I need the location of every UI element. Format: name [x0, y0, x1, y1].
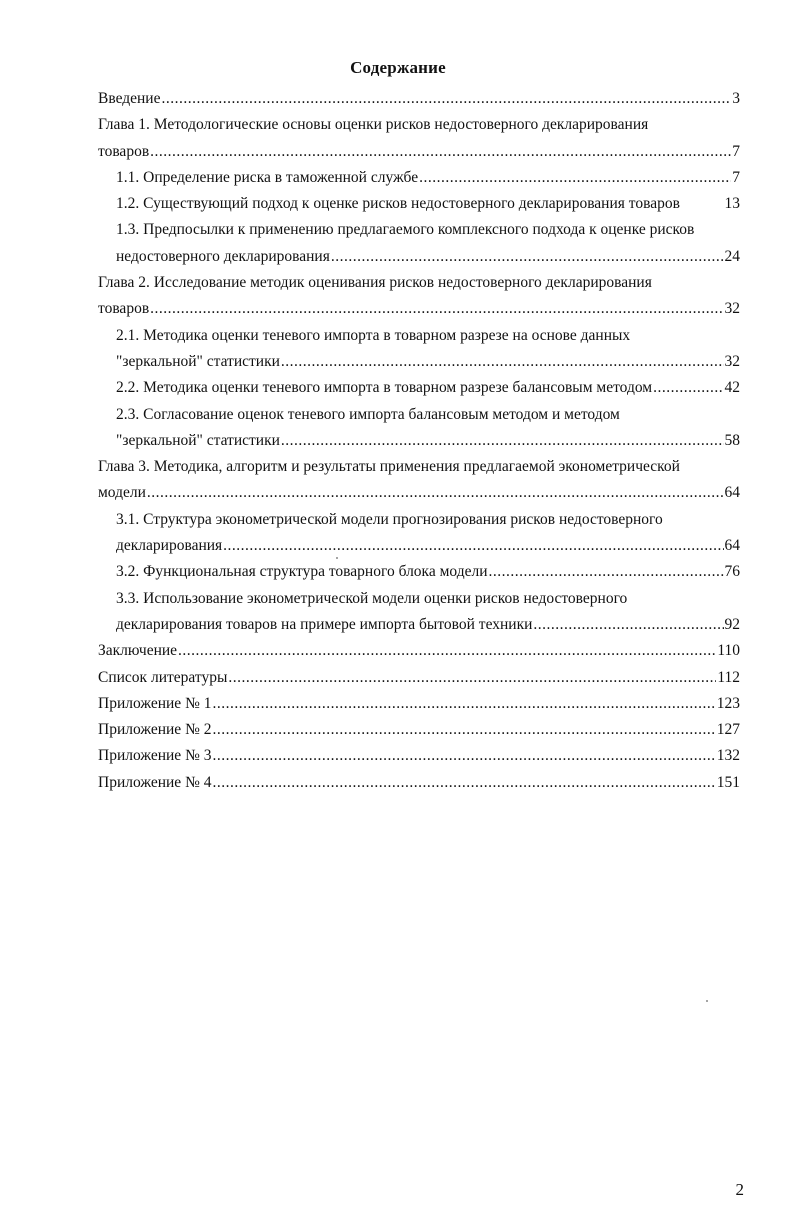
- toc-entry-row: [116, 349, 740, 375]
- toc-entry: [98, 86, 740, 112]
- dot-leader: [228, 665, 716, 691]
- toc-entry-title-line: 2.3. Согласование оценок теневого импорта балансовым методом и методом: [116, 405, 620, 423]
- toc-entry-row: [116, 559, 740, 585]
- dot-leader: [161, 86, 731, 112]
- toc-entry-row: [98, 665, 740, 691]
- toc-entry-page: 42: [724, 379, 740, 397]
- toc-entry-row: [116, 428, 740, 454]
- toc-entry: [98, 559, 740, 585]
- toc-entry-page: 3: [732, 90, 740, 107]
- toc-entry: [98, 638, 740, 664]
- dot-leader: [331, 244, 724, 270]
- dot-leader: [150, 139, 731, 165]
- toc-entry-title: Приложение № 4: [98, 773, 212, 791]
- toc-entry-page: 13: [724, 195, 740, 213]
- toc-entry: [98, 112, 740, 165]
- dot-leader: [223, 533, 723, 559]
- dot-leader: [212, 691, 715, 717]
- toc-entry-row: [116, 165, 740, 191]
- scan-speck: [336, 557, 338, 559]
- page-number: 2: [735, 1180, 744, 1199]
- toc-entry-page: 32: [724, 300, 740, 318]
- dot-leader: [150, 296, 723, 322]
- toc-entry-page: 7: [732, 168, 740, 186]
- dot-leader: [212, 717, 715, 743]
- toc-entry-title-line: 1.3. Предпосылки к применению предлагаемого комплексного подхода к оценке рисков: [116, 221, 695, 239]
- dot-leader: [419, 165, 731, 191]
- toc-entry-title-line: Глава 2. Исследование методик оценивания рисков недостоверного декларирования: [98, 274, 652, 292]
- toc-entry-title: "зеркальной" статистики: [116, 431, 280, 449]
- dot-leader: [281, 428, 724, 454]
- dot-leader: [489, 559, 724, 585]
- dot-leader: [212, 770, 715, 796]
- toc-entry: [98, 586, 740, 639]
- toc-entry-page: 123: [716, 694, 740, 712]
- toc-entry-title: Приложение № 2: [98, 721, 212, 739]
- toc-entry-title: Приложение № 1: [98, 694, 212, 712]
- dot-leader: [533, 612, 723, 638]
- toc-entry: [98, 454, 740, 507]
- toc-entry-row: [98, 480, 740, 506]
- page-title: Содержание: [350, 58, 446, 77]
- toc-entry: [98, 270, 740, 323]
- toc-entry-page: 24: [724, 247, 740, 265]
- toc-entry-title: 1.2. Существующий подход к оценке рисков недостоверного декларирования товаров: [116, 195, 680, 213]
- toc-entry: [98, 323, 740, 376]
- toc-entry-page: 32: [724, 352, 740, 370]
- toc-entry-page: 64: [724, 484, 740, 502]
- toc-entry-page: 76: [724, 563, 740, 581]
- toc-entry-row: [98, 743, 740, 769]
- toc-entry-row: [116, 191, 740, 217]
- dot-leader: [212, 743, 715, 769]
- toc-entry-page: 112: [717, 668, 740, 686]
- toc-entry-title: 1.1. Определение риска в таможенной службе: [116, 168, 419, 186]
- toc-entry-title: недостоверного декларирования: [116, 247, 330, 265]
- toc-entry: [98, 507, 740, 560]
- toc-entry-row: [98, 638, 740, 664]
- toc-entry-title: Приложение № 3: [98, 747, 212, 765]
- toc-entry: [98, 665, 740, 691]
- toc-entry-page: 7: [732, 142, 740, 160]
- toc-entry-title: модели: [98, 484, 146, 502]
- toc-entry-title: декларирования: [116, 537, 223, 555]
- toc-entry-page: 132: [716, 747, 740, 765]
- toc-entry-page: 151: [716, 773, 740, 791]
- toc-entry-title: Заключение: [98, 642, 178, 660]
- toc-entry-page: 110: [717, 642, 740, 660]
- toc-entry-page: 58: [724, 431, 740, 449]
- toc-entry-title: товаров: [98, 142, 150, 160]
- dot-leader: [147, 480, 724, 506]
- toc-entry-page: 127: [716, 721, 740, 739]
- toc-entry-page: 92: [724, 615, 740, 633]
- toc-entry-title-line: 3.3. Использование эконометрической модели оценки рисков недостоверного: [116, 589, 628, 607]
- toc-entry: [98, 217, 740, 270]
- scan-speck: [706, 1000, 708, 1002]
- toc-entry-row: [116, 244, 740, 270]
- toc-entry-row: [98, 770, 740, 796]
- toc-entry: [98, 770, 740, 796]
- toc-entry-row: [98, 717, 740, 743]
- toc-entry: [98, 717, 740, 743]
- toc-entry-title: 3.2. Функциональная структура товарного блока модели: [116, 563, 488, 581]
- toc-entry-title: 2.2. Методика оценки теневого импорта в товарном разрезе балансовым методом: [116, 379, 653, 397]
- toc-entry-title: Введение: [98, 90, 161, 107]
- toc-entry-row: [116, 533, 740, 559]
- toc-entry-title: декларирования товаров на примере импорта бытовой техники: [116, 615, 533, 633]
- toc-entry: [98, 691, 740, 717]
- toc-entry-row: [98, 691, 740, 717]
- table-of-contents: [98, 86, 740, 796]
- toc-entry: [98, 191, 740, 217]
- toc-entry: [98, 402, 740, 455]
- toc-entry: [98, 165, 740, 191]
- toc-entry-title-line: 2.1. Методика оценки теневого импорта в товарном разрезе на основе данных: [116, 326, 631, 344]
- toc-entry-row: [98, 296, 740, 322]
- toc-entry-title-line: Глава 1. Методологические основы оценки рисков недостоверного декларирования: [98, 116, 649, 134]
- toc-entry: [98, 743, 740, 769]
- toc-entry-row: [98, 86, 740, 112]
- dot-leader: [653, 375, 723, 401]
- toc-entry-title-line: 3.1. Структура эконометрической модели прогнозирования рисков недостоверного: [116, 510, 663, 528]
- toc-entry-title-line: Глава 3. Методика, алгоритм и результаты применения предлагаемой эконометрической: [98, 458, 680, 476]
- toc-entry-title: товаров: [98, 300, 150, 318]
- toc-entry-title: Список литературы: [98, 668, 228, 686]
- toc-entry-page: 64: [724, 537, 740, 555]
- toc-entry-row: [116, 375, 740, 401]
- dot-leader: [178, 638, 716, 664]
- toc-entry-row: [98, 139, 740, 165]
- dot-leader: [281, 349, 724, 375]
- toc-entry-title: "зеркальной" статистики: [116, 352, 280, 370]
- toc-entry: [98, 375, 740, 401]
- toc-entry-row: [116, 612, 740, 638]
